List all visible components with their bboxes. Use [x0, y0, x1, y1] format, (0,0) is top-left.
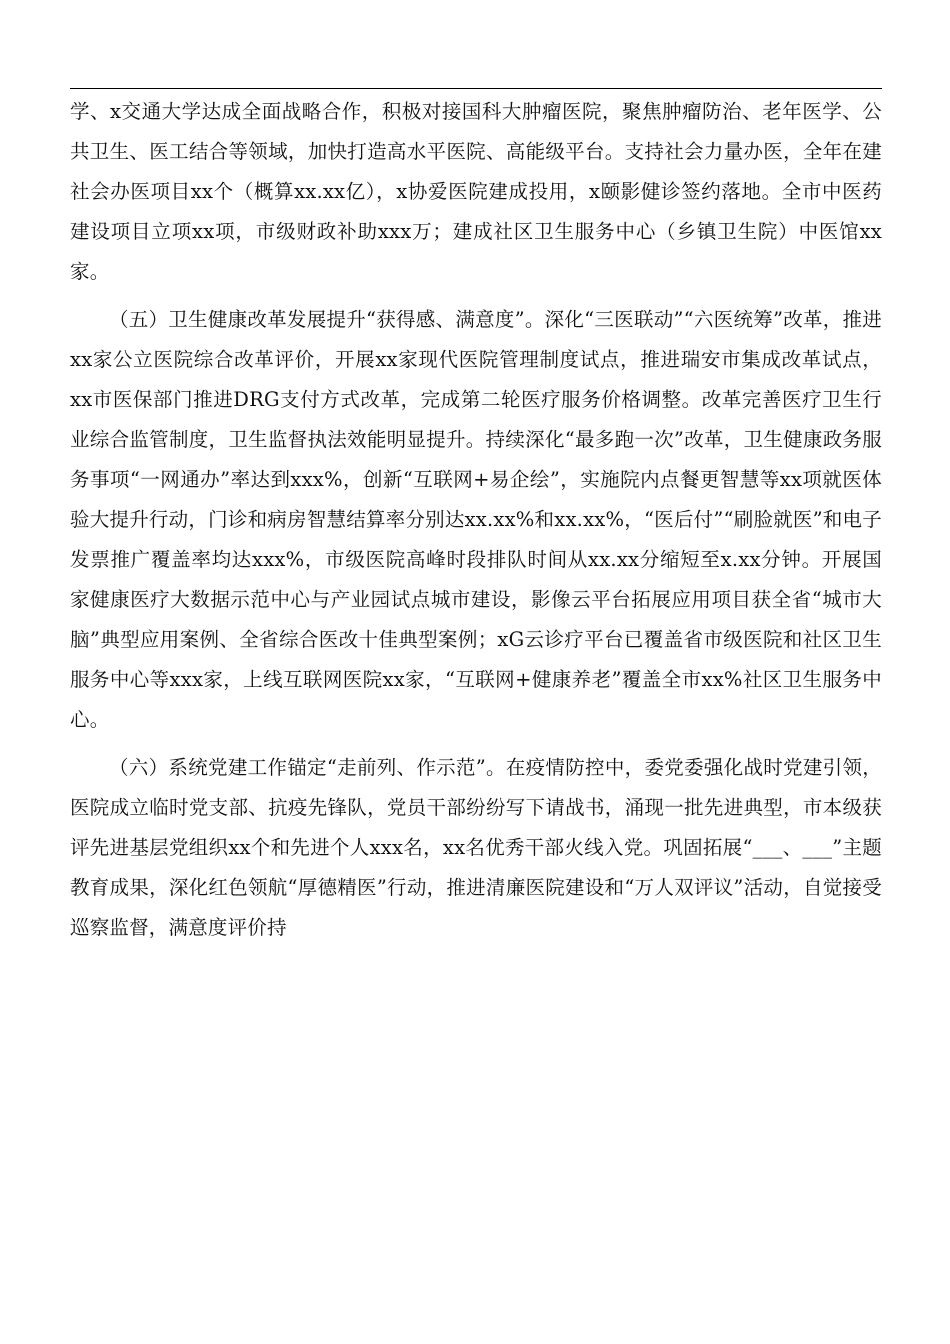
paragraph-continuation: 学、x交通大学达成全面战略合作，积极对接国科大肿瘤医院，聚焦肿瘤防治、老年医学、公共卫生、医工结合等领域，加快打造高水平医院、高能级平台。支持社会力量办医，全年在建社会办医项目xx个（概算xx.xx亿），x协爱医院建成投用，x颐影健诊签约落地。全市中医药建设项目立项xx项，市级财政补助xxx万；建成社区卫生服务中心（乡镇卫生院）中医馆xx家。 — [70, 100, 882, 283]
document-body — [70, 92, 882, 948]
paragraph-section-5: （五）卫生健康改革发展提升“获得感、满意度”。深化“三医联动”“六医统筹”改革，推进xx家公立医院综合改革评价，开展xx家现代医院管理制度试点，推进瑞安市集成改革试点，xx市医保部门推进DRG支付方式改革，完成第二轮医疗服务价格调整。改革完善医疗卫生行业综合监管制度，卫生监督执法效能明显提升。持续深化“最多跑一次”改革，卫生健康政务服务事项“一网通办”率达到xxx%，创新“互联网+易企绘”，实施院内点餐更智慧等xx项就医体验大提升行动，门诊和病房智慧结算率分别达xx.xx%和xx.xx%，“医后付”“刷脸就医”和电子发票推广覆盖率均达xxx%，市级医院高峰时段排队时间从xx.xx分缩短至x.xx分钟。开展国家健康医疗大数据示范中心与产业园试点城市建设，影像云平台拓展应用项目获全省“城市大脑”典型应用案例、全省综合医改十佳典型案例；xG云诊疗平台已覆盖省市级医院和社区卫生服务中心等xxx家，上线互联网医院xx家，“互联网+健康养老”覆盖全市xx%社区卫生服务中心。 — [70, 308, 882, 731]
paragraph-section-6: （六）系统党建工作锚定“走前列、作示范”。在疫情防控中，委党委强化战时党建引领，医院成立临时党支部、抗疫先锋队，党员干部纷纷写下请战书，涌现一批先进典型，市本级获评先进基层党组织xx个和先进个人xxx名，xx名优秀干部火线入党。巩固拓展“___、___”主题教育成果，深化红色领航“厚德精医”行动，推进清廉医院建设和“万人双评议”活动，自觉接受巡察监督，满意度评价持 — [70, 756, 882, 939]
header-rule — [70, 88, 882, 89]
